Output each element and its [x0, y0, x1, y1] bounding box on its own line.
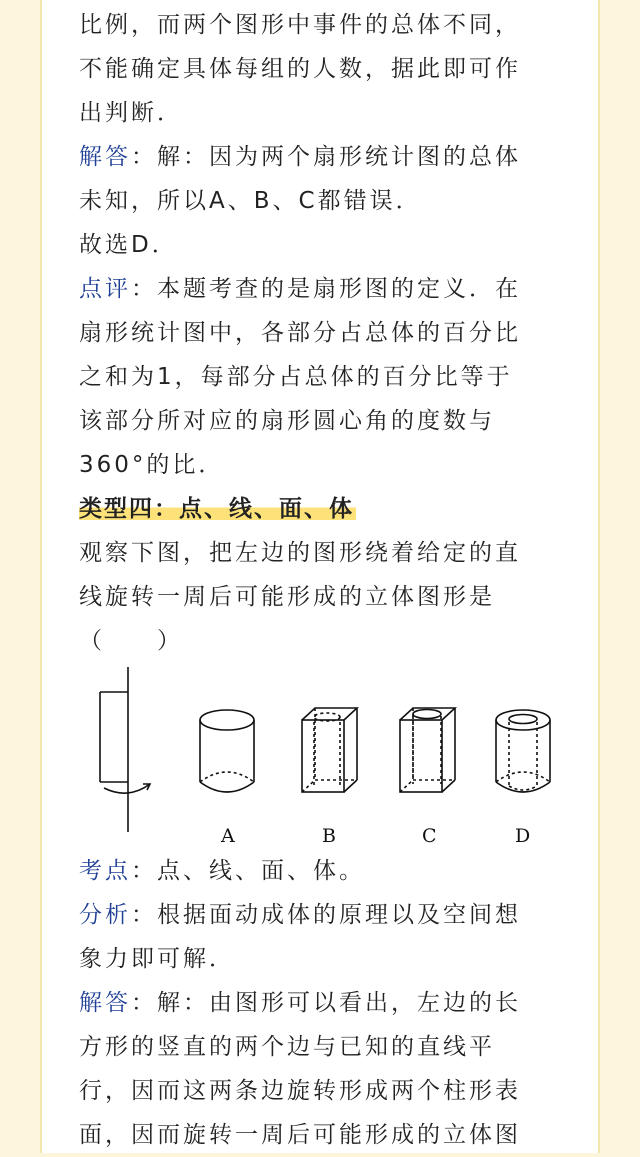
- label-separator: ：: [131, 902, 157, 928]
- text-line: 该部分所对应的扇形圆心角的度数与: [79, 408, 495, 434]
- section-heading: [79, 487, 571, 531]
- text-line: 之和为1，每部分占总体的百分比等于: [79, 364, 513, 390]
- prism-with-cylinder-icon: [302, 708, 357, 792]
- hollow-cylinder-icon: [496, 710, 550, 792]
- answer-text: 解：由图形可以看出，左边的长: [157, 990, 521, 1016]
- comment-text: 本题考查的是扇形图的定义．在: [157, 276, 521, 302]
- kaodian-text: 点、线、面、体。: [157, 858, 365, 884]
- text-line: 行，因而这两条边旋转形成两个柱形表: [79, 1078, 521, 1104]
- cylinder-icon: [200, 710, 254, 792]
- comment-label: 点评: [79, 276, 131, 302]
- text-line: 故选D．: [79, 232, 178, 258]
- section-heading-text: 类型四：点、线、面、体: [79, 496, 354, 522]
- text-line: 比例，而两个图形中事件的总体不同，: [79, 12, 521, 38]
- fenxi-label: 分析: [79, 902, 131, 928]
- kaodian-block: [79, 849, 571, 893]
- fenxi-block: [79, 893, 571, 937]
- text-line: 360°的比．: [79, 452, 225, 478]
- comment-block: [79, 267, 571, 311]
- caption-c: C: [422, 825, 437, 847]
- label-separator: ：: [131, 276, 157, 302]
- rotation-figure: [100, 667, 150, 832]
- caption-d: D: [515, 825, 531, 847]
- solid-figures-diagram: [90, 662, 560, 852]
- answer-label: 解答: [79, 144, 131, 170]
- article-content: [79, 0, 571, 663]
- kaodian-label: 考点: [79, 858, 131, 884]
- label-separator: ：: [131, 144, 157, 170]
- text-line: 不能确定具体每组的人数，据此即可作: [79, 56, 521, 82]
- text-line: 象力即可解．: [79, 946, 235, 972]
- text-line: 出判断．: [79, 100, 183, 126]
- question-line: 观察下图，把左边的图形绕着给定的直: [79, 540, 521, 566]
- article-content-lower: [79, 849, 571, 1157]
- answer-block-2: [79, 981, 571, 1025]
- article-page: [42, 0, 598, 1153]
- page-edge-right: [598, 0, 600, 1153]
- answer-text: 解：因为两个扇形统计图的总体: [157, 144, 521, 170]
- text-line: 未知，所以A、B、C都错误．: [79, 188, 422, 214]
- question-line: 线旋转一周后可能形成的立体图形是: [79, 584, 495, 610]
- caption-a: A: [221, 825, 235, 847]
- prism-with-hole-icon: [400, 708, 455, 792]
- text-line: 面，因而旋转一周后可能形成的立体图: [79, 1122, 521, 1148]
- figures-svg: [90, 662, 560, 852]
- answer-label: 解答: [79, 990, 131, 1016]
- text-line: 方形的竖直的两个边与已知的直线平: [79, 1034, 495, 1060]
- fenxi-text: 根据面动成体的原理以及空间想: [157, 902, 521, 928]
- rotation-arrow: [104, 784, 150, 793]
- question-blank: （ ）: [79, 628, 183, 654]
- text-line: 扇形统计图中，各部分占总体的百分比: [79, 320, 521, 346]
- caption-b: B: [322, 825, 336, 847]
- label-separator: ：: [131, 858, 157, 884]
- answer-block-1: [79, 135, 571, 179]
- label-separator: ：: [131, 990, 157, 1016]
